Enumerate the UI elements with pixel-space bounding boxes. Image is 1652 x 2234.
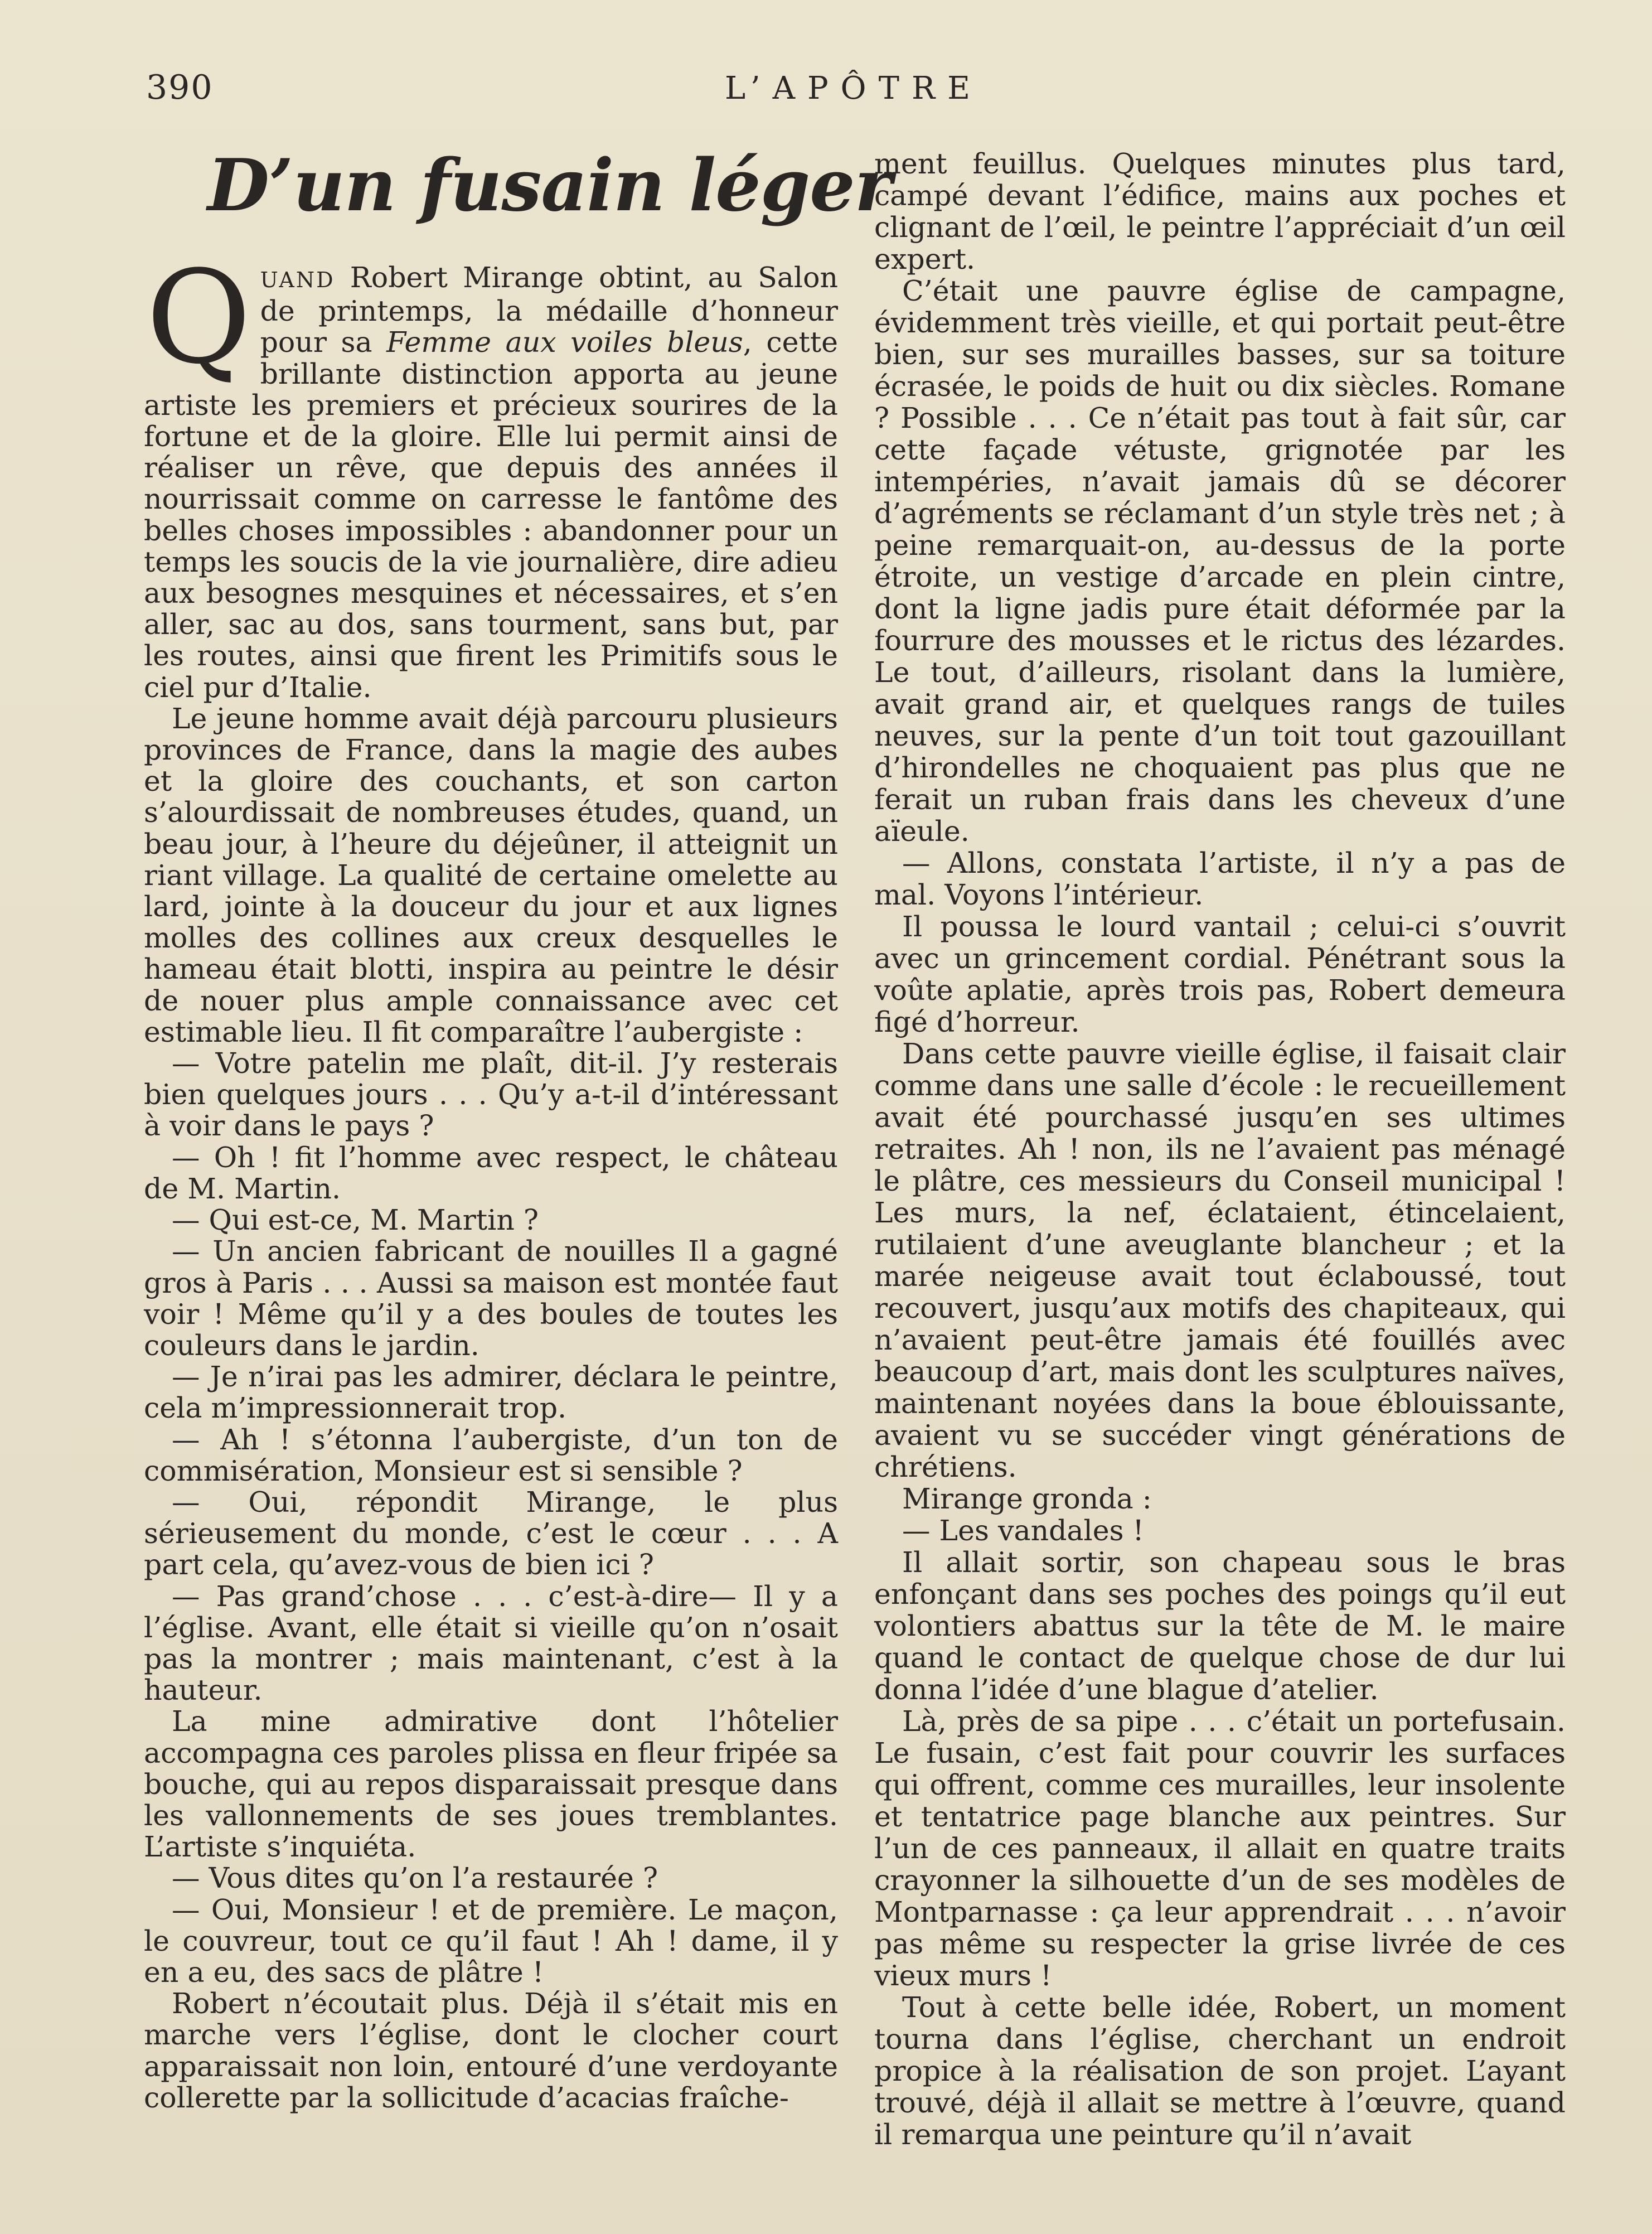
paragraph: C’était une pauvre église de campagne, évidemment très vieille, et qui portait peut-être bien, sur ses murailles basses, sur sa toiture écrasée, le poids de huit ou dix siècles. Romane ? Possible . . . Ce n’était pas tout à fait sûr, car cette façade vétuste, grignotée par les intempéries, n’avait jamais dû se décorer d’agréments se réclamant d’un style très net ; à peine remarquait-on, au-dessus de la porte étroite, un vestige d’arcade en plein cintre, dont la ligne jadis pure était déformée par la fourrure des mousses et le rictus des lézardes. Le tout, d’ailleurs, risolant dans la lumière, avait grand air, et quelques rangs de tuiles neuves, sur la pente d’un toit tout gazouillant d’hirondelles ne choquaient pas plus que ne ferait un ruban frais dans les cheveux d’une aïeule. xyxy=(874,274,1566,848)
paragraph: — Vous dites qu’on l’a restaurée ? xyxy=(172,1861,658,1895)
lead-text-1: Robert Mirange obtint, au Salon de printemps, la médaille d’honneur pour sa xyxy=(260,261,838,359)
artwork-title: Femme aux voiles bleus xyxy=(386,326,743,359)
paragraph: — Un ancien fabricant de nouilles Il a gagné gros à Paris . . . Aussi sa maison est montée faut voir ! Même qu’il y a des boules de toutes les couleurs dans le jardin. xyxy=(144,1235,838,1362)
paragraph: — Pas grand’chose . . . c’est-à-dire— Il y a l’église. Avant, elle était si vieille qu’on n’osait pas la montrer ; mais maintenant, c’est à la hauteur. xyxy=(144,1579,838,1707)
paragraph: Tout à cette belle idée, Robert, un moment tourna dans l’église, cherchant un endroit propice à la réalisation de son projet. L’ayant trouvé, déjà il allait se mettre à l’œuvre, quand il remarqua une peinture qu’il n’avait xyxy=(874,1991,1566,2151)
paragraph: Robert n’écoutait plus. Déjà il s’était mis en marche vers l’église, dont le clocher court apparaissait non loin, entouré d’une verdoyante collerette par la sollicitude d’acacias fraîche- xyxy=(144,1987,838,2114)
lead-smallcaps: UAND xyxy=(260,268,335,292)
paragraph: — Je n’irai pas les admirer, déclara le peintre, cela m’impressionnerait trop. xyxy=(144,1360,838,1425)
right-column xyxy=(874,148,1566,2150)
paragraph: — Oh ! fit l’homme avec respect, le château de M. Martin. xyxy=(144,1140,838,1205)
article-lead xyxy=(144,244,839,2114)
paragraph: — Votre patelin me plaît, dit-il. J’y resterais bien quelques jours . . . Qu’y a-t-il d’intéressant à voir dans le pays ? xyxy=(144,1047,838,1143)
paragraph: Mirange gronda : xyxy=(902,1482,1152,1515)
drop-cap: Q xyxy=(146,244,251,393)
article-title: D’un fusain léger xyxy=(207,144,892,228)
paragraph: — Allons, constata l’artiste, il n’y a pas de mal. Voyons l’intérieur. xyxy=(874,847,1566,911)
paragraph: Dans cette pauvre vieille église, il faisait clair comme dans une salle d’école : le recueillement avait été pourchassé jusqu’en ses ultimes retraites. Ah ! non, ils ne l’avaient pas ménagé le plâtre, ces messieurs du Conseil municipal ! Les murs, la nef, éclataient, étincelaient, rutilaient d’une aveuglante blancheur ; et la marée neigeuse avait tout éclaboussé, tout recouvert, jusqu’aux motifs des chapiteaux, qui n’avaient peut-être jamais été fouillés avec beaucoup d’art, mais dont les sculptures naïves, maintenant noyées dans la boue éblouissante, avaient vu se succéder vingt générations de chrétiens. xyxy=(874,1037,1566,1483)
paragraph: — Oui, Monsieur ! et de première. Le maçon, le couvreur, tout ce qu’il faut ! Ah ! dame, il y en a eu, des sacs de plâtre ! xyxy=(144,1893,838,1989)
paragraph: — Les vandales ! xyxy=(902,1514,1144,1547)
paragraph: Là, près de sa pipe . . . c’était un portefusain. Le fusain, c’est fait pour couvrir les surfaces qui offrent, comme ces murailles, leur insolente et tentatrice page blanche aux peintres. Sur l’un de ces panneaux, il allait en quatre traits crayonner la silhouette d’un de ses modèles de Montparnasse : ça leur apprendrait . . . n’avoir pas même su respecter la grise livrée de ces vieux murs ! xyxy=(874,1705,1566,1992)
paragraph: — Ah ! s’étonna l’aubergiste, d’un ton de commisération, Monsieur est si sensible ? xyxy=(144,1423,838,1487)
paragraph: — Oui, répondit Mirange, le plus sérieusement du monde, c’est le cœur . . . A part cela, qu’avez-vous de bien ici ? xyxy=(144,1485,838,1582)
paragraph: Il allait sortir, son chapeau sous le bras enfonçant dans ses poches des poings qu’il eut volontiers abattus sur la tête de M. le maire quand le contact de quelque chose de dur lui donna l’idée d’une blague d’atelier. xyxy=(874,1546,1566,1706)
paragraph: Il poussa le lourd vantail ; celui-ci s’ouvrit avec un grincement cordial. Pénétrant sous la voûte aplatie, après trois pas, Robert demeura figé d’horreur. xyxy=(874,910,1566,1038)
paragraph: ment feuillus. Quelques minutes plus tard, campé devant l’édifice, mains aux poches et clignant de l’œil, le peintre l’appréciait d’un œil expert. xyxy=(874,147,1566,275)
paragraph: — Qui est-ce, M. Martin ? xyxy=(172,1203,539,1237)
lead-text-2: , cette brillante distinction apporta au jeune artiste les premiers et précieux sourires de la fortune et de la gloire. Elle lui permit ainsi de réaliser un rêve, que depuis des années il nourrissait comme on carresse le fantôme des belles choses impossibles : abandonner pour un temps les soucis de la vie journalière, dire adieu aux besognes mesquines et nécessaires, et s’en aller, sac au dos, sans tourment, sans but, par les routes, ainsi que firent les Primitifs sous le ciel pur d’Italie. xyxy=(144,326,839,704)
left-column xyxy=(144,703,838,2114)
paragraph: La mine admirative dont l’hôtelier accompagna ces paroles plissa en fleur fripée sa bouche, qui au repos disparaissait presque dans les vallonnements de ses joues tremblantes. L’artiste s’inquiéta. xyxy=(144,1705,838,1864)
page-number: 390 xyxy=(146,68,214,107)
paragraph: Le jeune homme avait déjà parcouru plusieurs provinces de France, dans la magie des aubes et la gloire des couchants, et son carton s’alourdissait de nombreuses études, quand, un beau jour, à l’heure du déjeûner, il atteignit un riant village. La qualité de certaine omelette au lard, jointe à la douceur du jour et aux lignes molles des collines aux creux desquelles le hameau était blotti, inspira au peintre le désir de nouer plus ample connaissance avec cet estimable lieu. Il fit comparaître l’aubergiste : xyxy=(144,702,838,1048)
running-head: L’APÔTRE xyxy=(725,70,982,107)
